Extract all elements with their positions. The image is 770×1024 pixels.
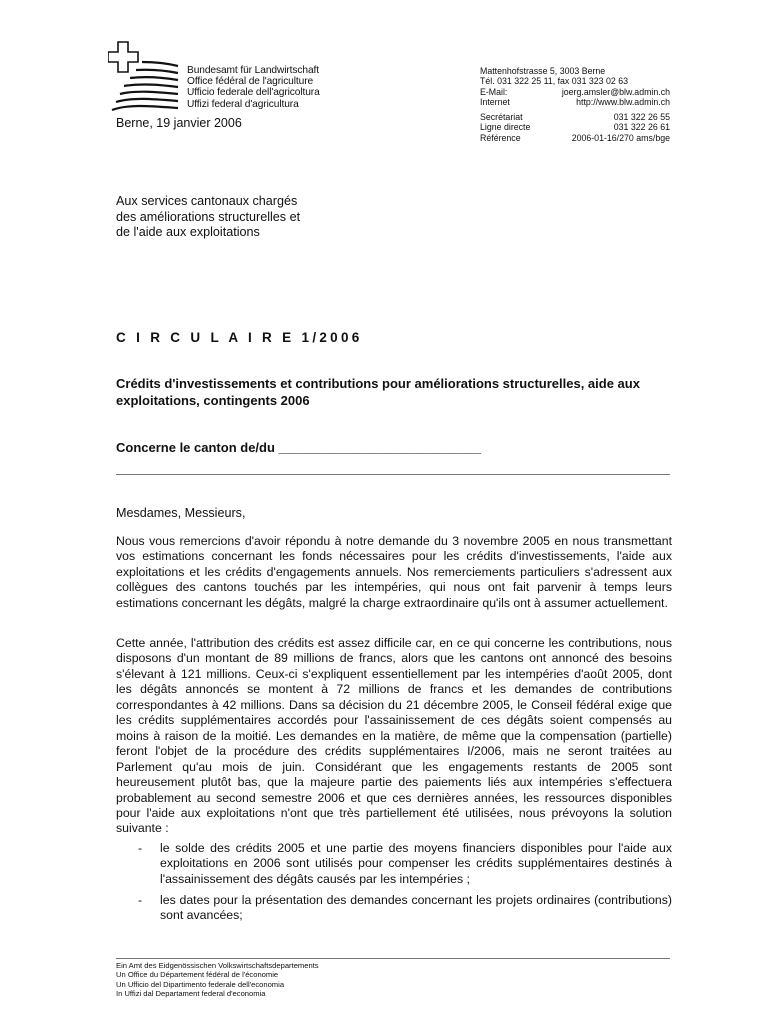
list-item-text: le solde des crédits 2005 et une partie des moyens financiers disponibles pour l'aide aux exploitations en 2006 sont utilisés pour compenser les crédits supplémentaires destinés à l'assainissement des dégâts causés par les intempéries ; <box>160 841 672 886</box>
contact-phone: Tél. 031 322 25 11, fax 031 323 02 63 <box>480 76 629 87</box>
recipient-address <box>116 194 300 241</box>
footer-line: In Uffizi dal Departament federal d'economia <box>116 989 266 999</box>
subject-heading: Crédits d'investissements et contributions pour améliorations structurelles, aide aux exploitations, contingents 2006 <box>116 376 640 408</box>
reference-value: 2006-01-16/270 ams/bge <box>571 132 670 143</box>
contact-address: Mattenhofstrasse 5, 3003 Berne <box>480 66 606 76</box>
paragraph: Nous vous remercions d'avoir répondu à notre demande du 3 novembre 2005 en nous transmettant vos estimations concernant les fonds nécessaires pour les crédits d'investissements, l'aide aux exploitations et les crédits d'engagements annuels. Nos remerciements particuliers s'adressent aux collègues des cantons touchés par les intempéries, qui nous ont fait parvenir à temps leurs estimations concernant les dégâts, malgré la charge extraordinaire qu'ils ont à assumer actuellement. <box>116 534 672 610</box>
office-name-fr: Office fédéral de l'agriculture <box>187 76 314 88</box>
list-marker: - <box>138 893 143 907</box>
direct-line-label: Ligne directe <box>480 122 531 133</box>
list-item-text: les dates pour la présentation des demandes concernant les projets ordinaires (contributions) sont avancées; <box>160 893 672 923</box>
email-link[interactable]: joerg.amsler@blw.admin.ch <box>561 86 670 97</box>
footer-line: Ein Amt des Eidgenössischen Volkswirtschaftsdepartements <box>116 961 319 970</box>
email-label: E-Mail: <box>480 86 508 97</box>
reference-label: Référence <box>480 132 521 143</box>
list-item <box>116 841 672 887</box>
secretariat-label: Secrétariat <box>480 112 523 123</box>
office-name-it: Ufficio federale dell'agricoltura <box>187 87 320 99</box>
list-marker: - <box>138 841 143 855</box>
office-names <box>187 65 320 110</box>
contact-block <box>480 66 670 143</box>
address-line: de l'aide aux exploitations <box>116 225 260 239</box>
footer-line: Un Ufficio del Dipartimento federale dell'economia <box>116 979 285 989</box>
secretariat-phone: 031 322 26 55 <box>613 112 670 123</box>
footer-line: Un Office du Département fédéral de l'économie <box>116 970 279 980</box>
circular-title: C I R C U L A I R E 1/2006 <box>116 330 363 345</box>
office-logo <box>108 40 180 116</box>
internet-link[interactable]: http://www.blw.admin.ch <box>576 96 670 107</box>
salutation: Mesdames, Messieurs, <box>116 506 246 520</box>
divider <box>116 474 670 475</box>
internet-label: Internet <box>480 96 510 107</box>
swiss-cross-fields-logo-icon <box>108 40 180 116</box>
paragraph: Cette année, l'attribution des crédits est assez difficile car, en ce qui concerne les contributions, nous disposons d'un montant de 89 millions de francs, alors que les cantons ont annoncé des besoins s'élevant à 121 millions. Ceux-ci s'expliquent essentiellement par les intempéries d'août 2005, dont les dégâts annoncés se montent à 72 millions de francs et les demandes de contributions correspondantes à 42 millions. Dans sa décision du 21 décembre 2005, le Conseil fédéral exige que les crédits supplémentaires accordés pour l'assainissement de ces dégâts soient compensés au moins à raison de la moitié. Les demandes en la matière, de même que la compensation (partielle) feront l'objet de la procédure des crédits supplémentaires I/2006, mais ne seront traitées au Parlement qu'au mois de juin. Considérant que les engagements restants de 2005 sont heureusement plutôt bas, que la majeure partie des paiements liés aux intempéries s'effectuera probablement au second semestre 2006 et que ces dernières années, les ressources disponibles pour l'aide aux exploitations n'ont que très partiellement été utilisées, nous prévoyons la solution suivante : <box>116 636 672 836</box>
direct-line-phone: 031 322 26 61 <box>613 122 670 133</box>
footer <box>116 961 319 999</box>
office-name-de: Bundesamt für Landwirtschaft <box>187 65 319 76</box>
footer-divider <box>116 958 670 959</box>
address-line: Aux services cantonaux chargés <box>116 194 298 208</box>
concerne-line: Concerne le canton de/du ____________________________ <box>116 440 481 455</box>
letter-date: Berne, 19 janvier 2006 <box>116 116 242 130</box>
list-item <box>116 893 672 924</box>
office-name-rm: Uffizi federal d'agricultura <box>187 98 299 110</box>
address-line: des améliorations structurelles et <box>116 209 301 224</box>
